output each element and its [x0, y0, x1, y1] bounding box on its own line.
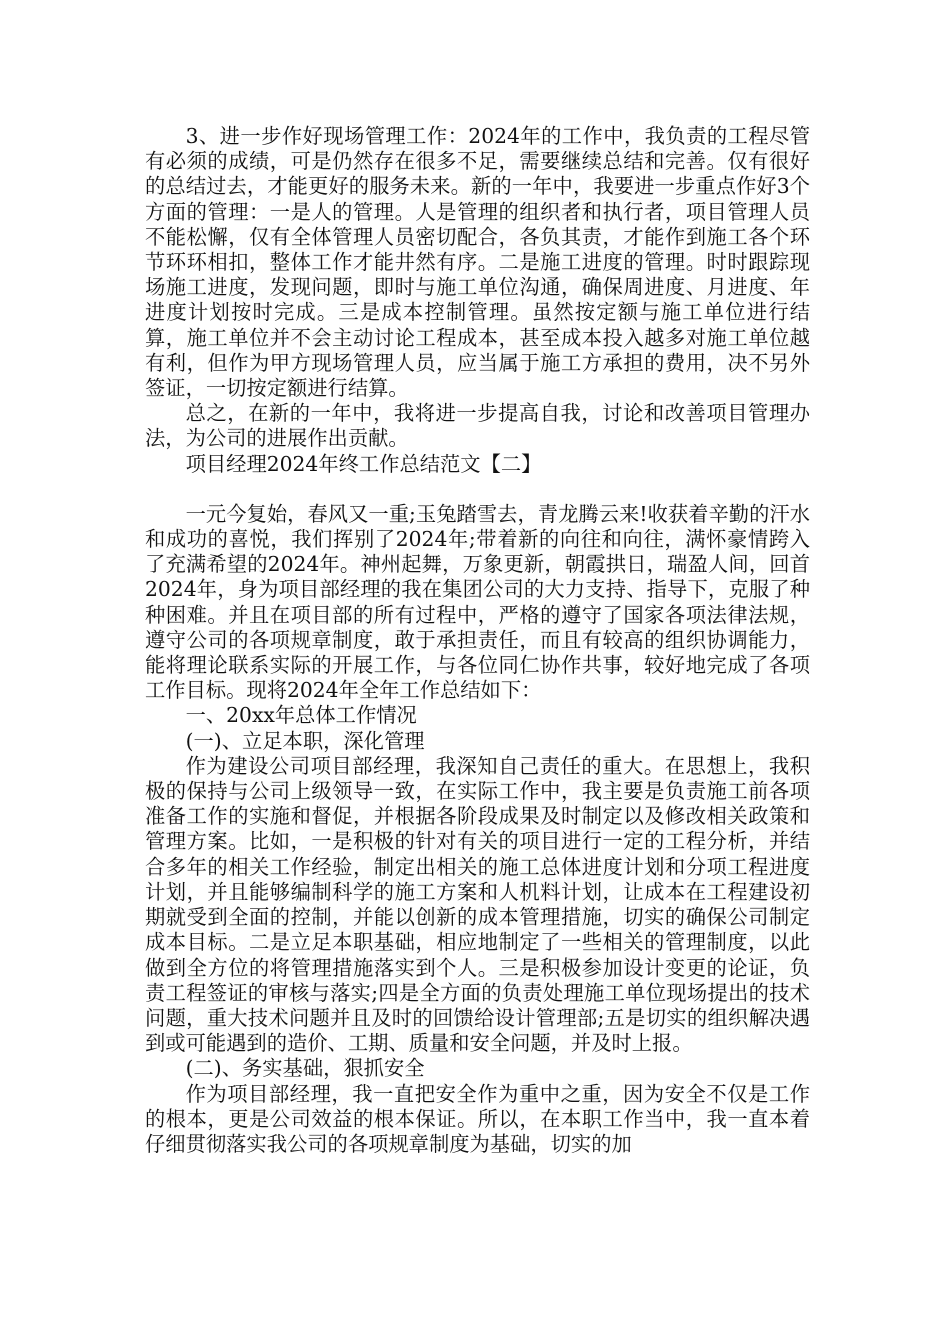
- document-page: [145, 124, 810, 1157]
- section-title: 项目经理2024年终工作总结范文【二】: [185, 451, 542, 476]
- paragraph-safety-body: 作为项目部经理，我一直把安全作为重中之重，因为安全不仅是工作的根本，更是公司效益的根本保证。所以，在本职工作当中，我一直本着仔细贯彻落实我公司的各项规章制度为基础，切实的加: [145, 1081, 810, 1156]
- paragraph-intro: 一元今复始，春风又一重;玉兔踏雪去，青龙腾云来!收获着辛勤的汗水和成功的喜悦，我们挥别了2024年;带着新的向往和向往，满怀豪情跨入了充满希望的2024年。神州起舞，万象更新，朝霞拱日，瑞盈人间，回首2024年，身为项目部经理的我在集团公司的大力支持、指导下，克服了种种困难。并且在项目部的所有过程中，严格的遵守了国家各项法律法规，遵守公司的各项规章制度，敢于承担责任，而且有较高的组织协调能力，能将理论联系实际的开展工作，与各位同仁协作共事，较好地完成了各项工作目标。现将2024年全年工作总结如下：: [145, 501, 810, 703]
- paragraph-management-body: 作为建设公司项目部经理，我深知自己责任的重大。在思想上，我积极的保持与公司上级领导一致，在实际工作中，我主要是负责施工前各项准备工作的实施和督促，并根据各阶段成果及时制定以及修改相关政策和管理方案。比如，一是积极的针对有关的项目进行一定的工程分析，并结合多年的相关工作经验，制定出相关的施工总体进度计划和分项工程进度计划，并且能够编制科学的施工方案和人机料计划，让成本在工程建设初期就受到全面的控制，并能以创新的成本管理措施，切实的确保公司制定成本目标。二是立足本职基础，相应地制定了一些相关的管理制度，以此做到全方位的将管理措施落实到个人。三是积极参加设计变更的论证，负责工程签证的审核与落实;四是全方面的负责处理施工单位现场提出的技术问题，重大技术问题并且及时的回馈给设计管理部;五是切实的组织解决遇到或可能遇到的造价、工期、质量和安全问题，并及时上报。: [145, 753, 810, 1056]
- heading-overall-work: 一、20xx年总体工作情况: [185, 703, 417, 728]
- paragraph-conclusion: 总之，在新的一年中，我将进一步提高自我，讨论和改善项目管理办法，为公司的进展作出贡献。: [145, 401, 810, 451]
- subheading-safety: (二)、务实基础，狠抓安全: [185, 1056, 425, 1081]
- blank-line: [145, 477, 810, 502]
- subheading-management: (一)、立足本职，深化管理: [185, 728, 425, 753]
- paragraph-site-management: 3、进一步作好现场管理工作：2024年的工作中，我负责的工程尽管有必须的成绩，可是仍然存在很多不足，需要继续总结和完善。仅有很好的总结过去，才能更好的服务未来。新的一年中，我要进一步重点作好3个方面的管理：一是人的管理。人是管理的组织者和执行者，项目管理人员不能松懈，仅有全体管理人员密切配合，各负其责，才能作到施工各个环节环环相扣，整体工作才能井然有序。二是施工进度的管理。时时跟踪现场施工进度，发现问题，即时与施工单位沟通，确保周进度、月进度、年进度计划按时完成。三是成本控制管理。虽然按定额与施工单位进行结算，施工单位并不会主动讨论工程成本，甚至成本投入越多对施工单位越有利，但作为甲方现场管理人员，应当属于施工方承担的费用，决不另外签证，一切按定额进行结算。: [145, 124, 810, 401]
